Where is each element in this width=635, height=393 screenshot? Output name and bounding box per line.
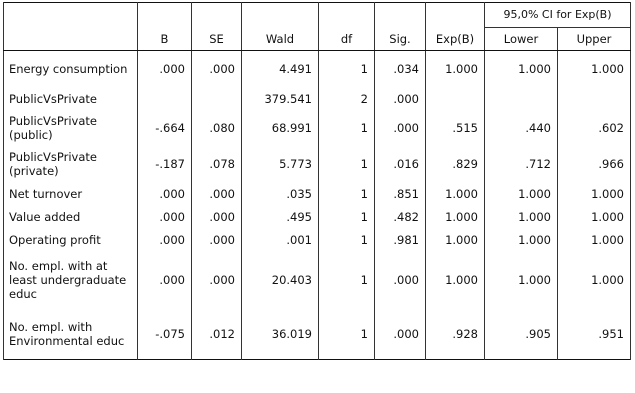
table-row xyxy=(4,251,631,309)
cell-wald: 379.541 xyxy=(242,87,319,110)
cell-b: .000 xyxy=(138,205,192,228)
ci-group-header: 95,0% CI for Exp(B) xyxy=(485,3,631,28)
cell-wald: .035 xyxy=(242,182,319,205)
row-label: Energy consumption xyxy=(4,51,138,88)
cell-lower: 1.000 xyxy=(485,228,558,251)
cell-df: 1 xyxy=(319,51,375,88)
cell-b: -.075 xyxy=(138,309,192,360)
cell-lower: .905 xyxy=(485,309,558,360)
logistic-regression-table xyxy=(3,2,631,360)
regression-table-container xyxy=(3,2,630,360)
cell-se: .080 xyxy=(192,110,242,146)
row-label: No. empl. with Environmental educ xyxy=(4,309,138,360)
cell-upper xyxy=(558,87,631,110)
table-row xyxy=(4,205,631,228)
cell-df: 1 xyxy=(319,182,375,205)
cell-upper: .602 xyxy=(558,110,631,146)
header-blank-b xyxy=(138,3,192,28)
cell-lower: 1.000 xyxy=(485,205,558,228)
cell-upper: 1.000 xyxy=(558,205,631,228)
cell-wald: .495 xyxy=(242,205,319,228)
row-label: PublicVsPrivate (public) xyxy=(4,110,138,146)
cell-upper: 1.000 xyxy=(558,228,631,251)
cell-sig: .000 xyxy=(375,309,426,360)
column-header-expb: Exp(B) xyxy=(426,28,485,51)
cell-expb: .515 xyxy=(426,110,485,146)
cell-expb: 1.000 xyxy=(426,205,485,228)
column-header-lower: Lower xyxy=(485,28,558,51)
table-row xyxy=(4,228,631,251)
row-label: PublicVsPrivate (private) xyxy=(4,146,138,182)
cell-expb xyxy=(426,87,485,110)
cell-expb: .829 xyxy=(426,146,485,182)
cell-se: .000 xyxy=(192,51,242,88)
row-label: Net turnover xyxy=(4,182,138,205)
header-blank-sig xyxy=(375,3,426,28)
cell-upper: 1.000 xyxy=(558,182,631,205)
cell-lower: 1.000 xyxy=(485,182,558,205)
column-header-upper: Upper xyxy=(558,28,631,51)
cell-sig: .851 xyxy=(375,182,426,205)
cell-upper: .966 xyxy=(558,146,631,182)
column-header-se: SE xyxy=(192,28,242,51)
cell-df: 1 xyxy=(319,309,375,360)
cell-sig: .016 xyxy=(375,146,426,182)
cell-se: .000 xyxy=(192,205,242,228)
cell-df: 1 xyxy=(319,251,375,309)
cell-expb: 1.000 xyxy=(426,228,485,251)
cell-sig: .000 xyxy=(375,251,426,309)
cell-se: .000 xyxy=(192,251,242,309)
row-label: Operating profit xyxy=(4,228,138,251)
cell-sig: .981 xyxy=(375,228,426,251)
cell-se: .000 xyxy=(192,228,242,251)
cell-df: 1 xyxy=(319,146,375,182)
column-header-b: B xyxy=(138,28,192,51)
cell-se xyxy=(192,87,242,110)
cell-upper: .951 xyxy=(558,309,631,360)
cell-expb: 1.000 xyxy=(426,182,485,205)
cell-expb: 1.000 xyxy=(426,51,485,88)
cell-wald: 68.991 xyxy=(242,110,319,146)
cell-b: .000 xyxy=(138,251,192,309)
cell-wald: 20.403 xyxy=(242,251,319,309)
cell-upper: 1.000 xyxy=(558,51,631,88)
cell-wald: .001 xyxy=(242,228,319,251)
cell-df: 1 xyxy=(319,110,375,146)
table-row xyxy=(4,146,631,182)
cell-b: -.187 xyxy=(138,146,192,182)
cell-expb: .928 xyxy=(426,309,485,360)
column-header-wald: Wald xyxy=(242,28,319,51)
cell-b: .000 xyxy=(138,51,192,88)
table-row xyxy=(4,87,631,110)
cell-df: 2 xyxy=(319,87,375,110)
cell-se: .012 xyxy=(192,309,242,360)
cell-lower: .712 xyxy=(485,146,558,182)
row-label: Value added xyxy=(4,205,138,228)
header-corner-cell xyxy=(4,3,138,51)
cell-sig: .482 xyxy=(375,205,426,228)
cell-se: .078 xyxy=(192,146,242,182)
table-row xyxy=(4,182,631,205)
cell-df: 1 xyxy=(319,205,375,228)
cell-upper: 1.000 xyxy=(558,251,631,309)
table-row xyxy=(4,309,631,360)
cell-se: .000 xyxy=(192,182,242,205)
cell-b: .000 xyxy=(138,228,192,251)
header-blank-df xyxy=(319,3,375,28)
cell-b: -.664 xyxy=(138,110,192,146)
cell-lower: 1.000 xyxy=(485,51,558,88)
table-row xyxy=(4,110,631,146)
cell-b: .000 xyxy=(138,182,192,205)
cell-sig: .000 xyxy=(375,110,426,146)
row-label: PublicVsPrivate xyxy=(4,87,138,110)
cell-wald: 5.773 xyxy=(242,146,319,182)
cell-df: 1 xyxy=(319,228,375,251)
table-row xyxy=(4,51,631,88)
column-header-sig: Sig. xyxy=(375,28,426,51)
header-row-group xyxy=(4,3,631,28)
row-label: No. empl. with at least undergraduate educ xyxy=(4,251,138,309)
header-blank-expb xyxy=(426,3,485,28)
header-blank-se xyxy=(192,3,242,28)
cell-sig: .034 xyxy=(375,51,426,88)
header-blank-wald xyxy=(242,3,319,28)
cell-wald: 4.491 xyxy=(242,51,319,88)
cell-sig: .000 xyxy=(375,87,426,110)
cell-lower: .440 xyxy=(485,110,558,146)
cell-b xyxy=(138,87,192,110)
column-header-df: df xyxy=(319,28,375,51)
cell-wald: 36.019 xyxy=(242,309,319,360)
cell-lower: 1.000 xyxy=(485,251,558,309)
cell-lower xyxy=(485,87,558,110)
cell-expb: 1.000 xyxy=(426,251,485,309)
